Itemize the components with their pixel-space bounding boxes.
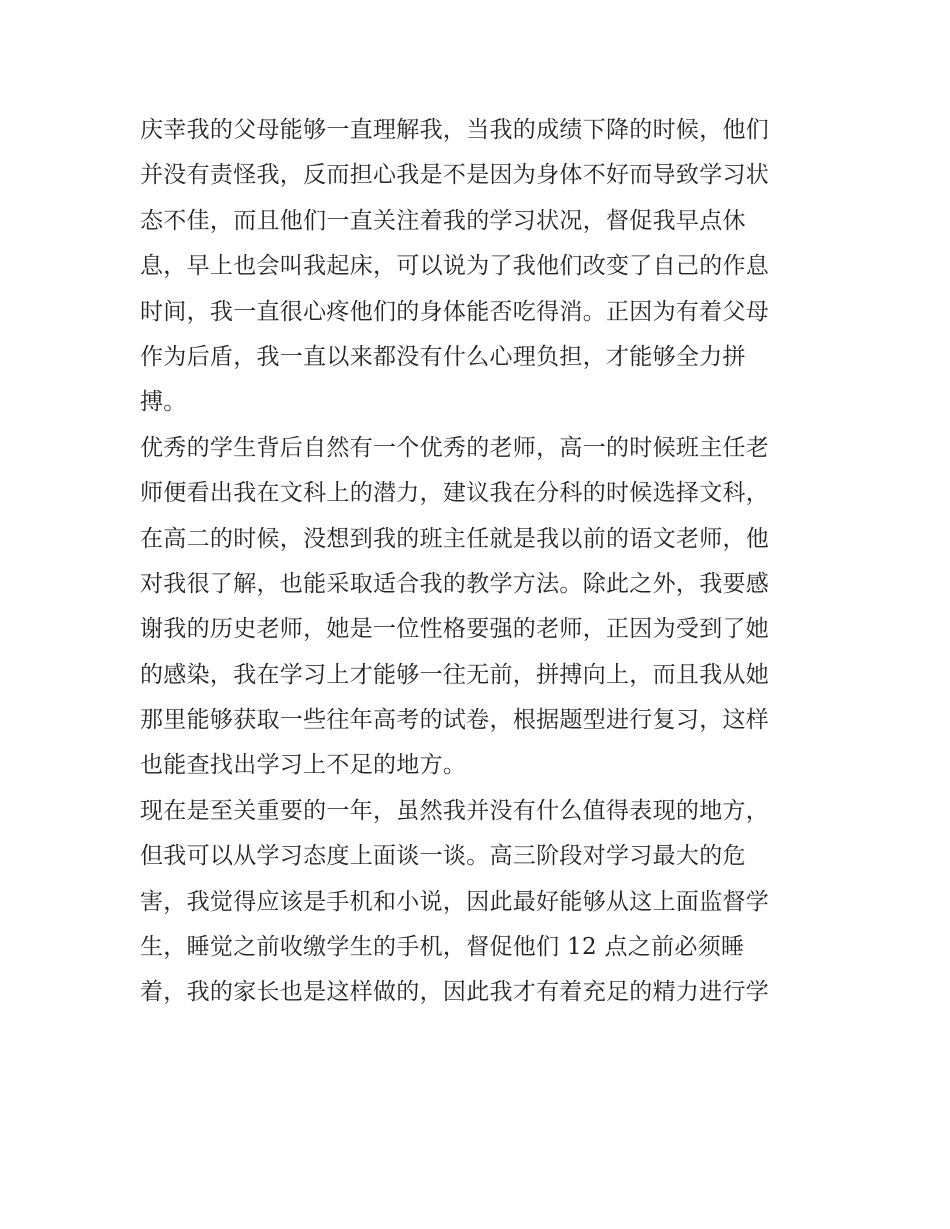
text-line: 对我很了解，也能采取适合我的教学方法。除此之外，我要感 (140, 570, 770, 597)
text-line: 生，睡觉之前收缴学生的手机，督促他们 12 点之前必须睡 (140, 934, 745, 961)
text-line: 那里能够获取一些往年高考的试卷，根据题型进行复习，这样 (140, 707, 770, 734)
text-line: 着，我的家长也是这样做的，因此我才有着充足的精力进行学 (140, 979, 770, 1006)
paragraph-parents (140, 108, 820, 426)
paragraph-study-attitude (140, 789, 820, 1016)
text-line: 庆幸我的父母能够一直理解我，当我的成绩下降的时候，他们 (140, 117, 770, 143)
text-line: 害，我觉得应该是手机和小说，因此最好能够从这上面监督学 (140, 888, 770, 915)
document-body (140, 108, 820, 1016)
text-line: 在高二的时候，没想到我的班主任就是我以前的语文老师，他 (140, 525, 770, 552)
text-line: 时间，我一直很心疼他们的身体能否吃得消。正因为有着父母 (140, 298, 770, 325)
text-line: 态不佳，而且他们一直关注着我的学习状况，督促我早点休 (140, 207, 746, 234)
text-line: 的感染，我在学习上才能够一往无前，拼搏向上，而且我从她 (140, 661, 770, 688)
text-line: 搏。 (140, 389, 187, 416)
paragraph-teachers (140, 426, 820, 789)
text-line: 优秀的学生背后自然有一个优秀的老师，高一的时候班主任老 (140, 434, 770, 461)
text-line: 也能查找出学习上不足的地方。 (140, 752, 467, 779)
text-line: 并没有责怪我，反而担心我是不是因为身体不好而导致学习状 (140, 162, 770, 189)
text-line: 谢我的历史老师，她是一位性格要强的老师，正因为受到了她 (140, 616, 770, 643)
text-line: 师便看出我在文科上的潜力，建议我在分科的时候选择文科， (140, 480, 770, 507)
text-line: 现在是至关重要的一年，虽然我并没有什么值得表现的地方， (140, 797, 770, 824)
text-line: 息，早上也会叫我起床，可以说为了我他们改变了自己的作息 (140, 253, 770, 280)
text-line: 但我可以从学习态度上面谈一谈。高三阶段对学习最大的危 (140, 843, 746, 870)
text-line: 作为后盾，我一直以来都没有什么心理负担，才能够全力拼 (140, 343, 746, 370)
